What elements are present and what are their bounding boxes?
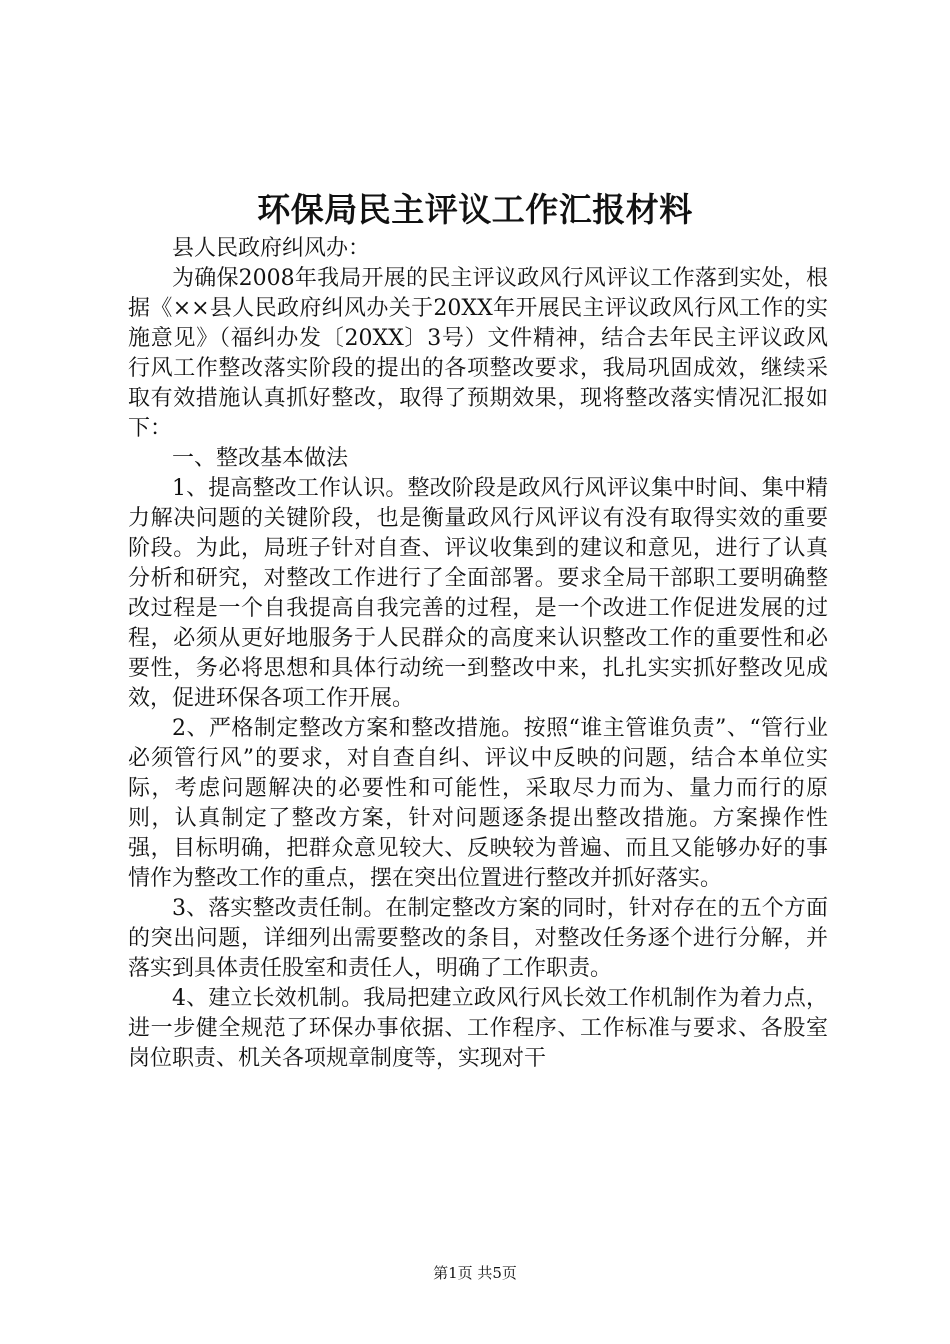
body-paragraph: 1、提高整改工作认识。整改阶段是政风行风评议集中时间、集中精力解决问题的关键阶段，也是衡量政风行风评议有没有取得实效的重要阶段。为此，局班子针对自查、评议收集到的建议和意见，进行了认真分析和研究，对整改工作进行了全面部署。要求全局干部职工要明确整改过程是一个自我提高自我完善的过程，是一个改进工作促进发展的过程，必须从更好地服务于人民群众的高度来认识整改工作的重要性和必要性，务必将思想和具体行动统一到整改中来，扎扎实实抓好整改见成效，促进环保各项工作开展。 <box>128 476 828 711</box>
document-title: 环保局民主评议工作汇报材料 <box>257 190 693 229</box>
body-paragraph: 2、严格制定整改方案和整改措施。按照“谁主管谁负责”、“管行业必须管行风”的要求，对自查自纠、评议中反映的问题，结合本单位实际，考虑问题解决的必要性和可能性，采取尽力而为、量力而行的原则，认真制定了整改方案，针对问题逐条提出整改措施。方案操作性强，目标明确，把群众意见较大、反映较为普遍、而且又能够办好的事情作为整改工作的重点，摆在突出位置进行整改并抓好落实。 <box>128 716 828 891</box>
body-paragraph: 3、落实整改责任制。在制定整改方案的同时，针对存在的五个方面的突出问题，详细列出需要整改的条目，对整改任务逐个进行分解，并落实到具体责任股室和责任人，明确了工作职责。 <box>128 896 828 981</box>
document-body <box>128 234 828 1074</box>
salutation: 县人民政府纠风办： <box>172 236 371 261</box>
page-number-footer: 第1页 共5页 <box>433 1264 517 1282</box>
intro-paragraph: 为确保2008年我局开展的民主评议政风行风评议工作落到实处，根据《××县人民政府纠风办关于20XX年开展民主评议政风行风工作的实施意见》（福纠办发〔20XX〕3号）文件精神，结合去年民主评议政风行风工作整改落实阶段的提出的各项整改要求，我局巩固成效，继续采取有效措施认真抓好整改，取得了预期效果，现将整改落实情况汇报如下： <box>128 266 828 441</box>
section-heading: 一、整改基本做法 <box>172 446 349 471</box>
body-paragraph: 4、建立长效机制。我局把建立政风行风长效工作机制作为着力点，进一步健全规范了环保办事依据、工作程序、工作标准与要求、各股室岗位职责、机关各项规章制度等，实现对干 <box>128 986 828 1071</box>
